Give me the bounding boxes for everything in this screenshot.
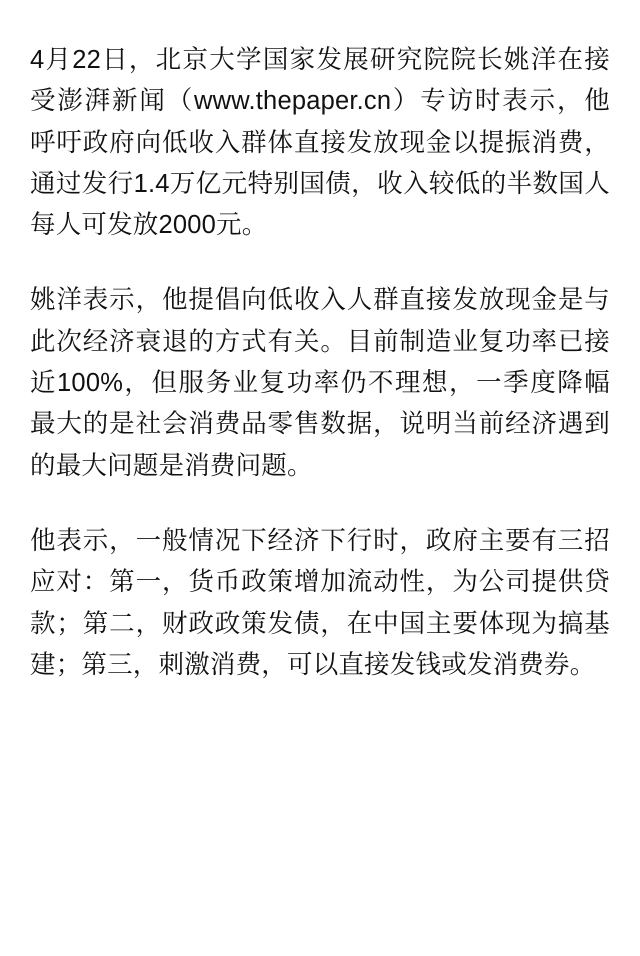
article-paragraph: 4月22日，北京大学国家发展研究院院长姚洋在接受澎湃新闻（www.thepaper.cn）专访时表示，他呼吁政府向低收入群体直接发放现金以提振消费，通过发行1.4万亿元特别国债，收入较低的半数国人每人可发放2000元。: [30, 46, 610, 240]
article-paragraph: 他表示，一般情况下经济下行时，政府主要有三招应对：第一，货币政策增加流动性，为公司提供贷款；第二，财政政策发债，在中国主要体现为搞基建；第三，刺激消费，可以直接发钱或发消费券。: [30, 526, 610, 679]
article-paragraph: 姚洋表示，他提倡向低收入人群直接发放现金是与此次经济衰退的方式有关。目前制造业复功率已接近100%，但服务业复功率仍不理想，一季度降幅最大的是社会消费品零售数据，说明当前经济遇到的最大问题是消费问题。: [30, 286, 610, 480]
